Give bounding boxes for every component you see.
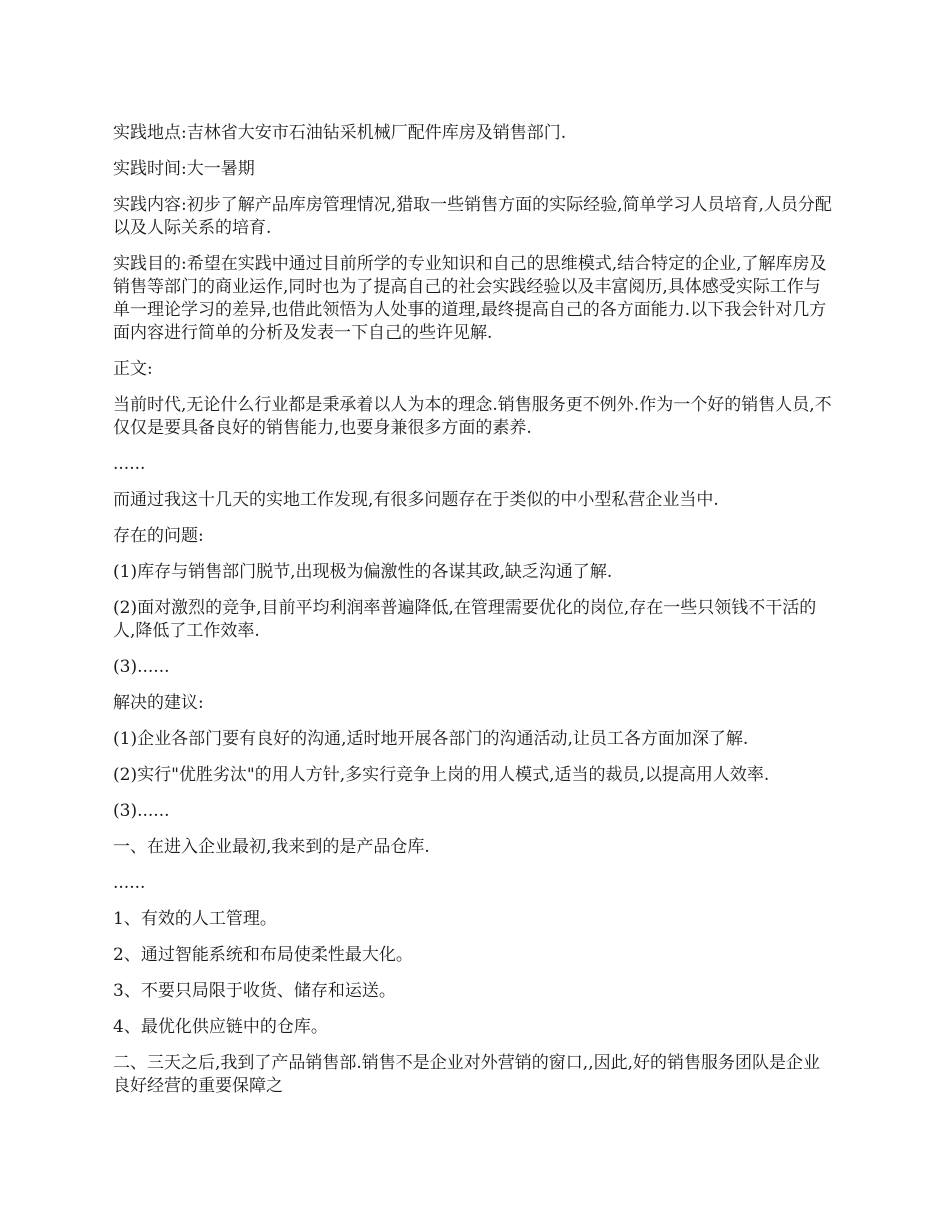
ellipsis-line: ...... bbox=[113, 454, 146, 474]
suggestion-item: (1)企业各部门要有良好的沟通,适时地开展各部门的沟通活动,让员工各方面加深了解. bbox=[113, 729, 749, 749]
paragraph-intro: 当前时代,无论什么行业都是秉承着以人为本的理念.销售服务更不例外.作为一个好的销售人员,不仅仅是要具备良好的销售能力,也要身兼很多方面的素养. bbox=[113, 395, 832, 438]
paragraph-practice-time: 实践时间:大一暑期 bbox=[113, 159, 255, 179]
heading-suggestions: 解决的建议: bbox=[113, 693, 204, 713]
problem-item: (2)面对激烈的竞争,目前平均利润率普遍降低,在管理需要优化的岗位,存在一些只领钱不干活的人,降低了工作效率. bbox=[113, 598, 817, 641]
paragraph-practice-content: 实践内容:初步了解产品库房管理情况,猎取一些销售方面的实际经验,简单学习人员培育,人员分配以及人际关系的培育. bbox=[113, 195, 832, 238]
list-item: 1、有效的人工管理。 bbox=[113, 909, 277, 929]
suggestion-item: (2)实行"优胜劣汰"的用人方针,多实行竞争上岗的用人模式,适当的裁员,以提高用人效率. bbox=[113, 765, 770, 785]
paragraph-practice-location: 实践地点:吉林省大安市石油钻采机械厂配件库房及销售部门. bbox=[113, 123, 567, 143]
paragraph-practice-purpose: 实践目的:希望在实践中通过目前所学的专业知识和自己的思维模式,结合特定的企业,了解库房及销售等部门的商业运作,同时也为了提高自己的社会实践经验以及丰富阅历,具体感受实际工作与单一理论学习的差异,也借此领悟为人处事的道理,最终提高自己的各方面能力.以下我会针对几方面内容进行简单的分析及发表一下自己的些许见解. bbox=[113, 254, 827, 343]
suggestion-item: (3)...... bbox=[113, 801, 170, 821]
section-two-paragraph: 二、三天之后,我到了产品销售部.销售不是企业对外营销的窗口,,因此,好的销售服务团队是企业良好经营的重要保障之 bbox=[113, 1053, 821, 1096]
ellipsis-line: ...... bbox=[113, 873, 146, 893]
list-item: 4、最优化供应链中的仓库。 bbox=[113, 1017, 328, 1037]
list-item: 3、不要只局限于收货、储存和运送。 bbox=[113, 981, 396, 1001]
list-item: 2、通过智能系统和布局使柔性最大化。 bbox=[113, 945, 413, 965]
paragraph-findings: 而通过我这十几天的实地工作发现,有很多问题存在于类似的中小型私营企业当中. bbox=[113, 490, 719, 510]
heading-main-text: 正文: bbox=[113, 359, 153, 379]
document-page bbox=[113, 122, 835, 1111]
problem-item: (3)...... bbox=[113, 657, 170, 677]
problem-item: (1)库存与销售部门脱节,出现极为偏激性的各谋其政,缺乏沟通了解. bbox=[113, 562, 613, 582]
section-one-heading: 一、在进入企业最初,我来到的是产品仓库. bbox=[113, 837, 430, 857]
heading-problems: 存在的问题: bbox=[113, 526, 204, 546]
